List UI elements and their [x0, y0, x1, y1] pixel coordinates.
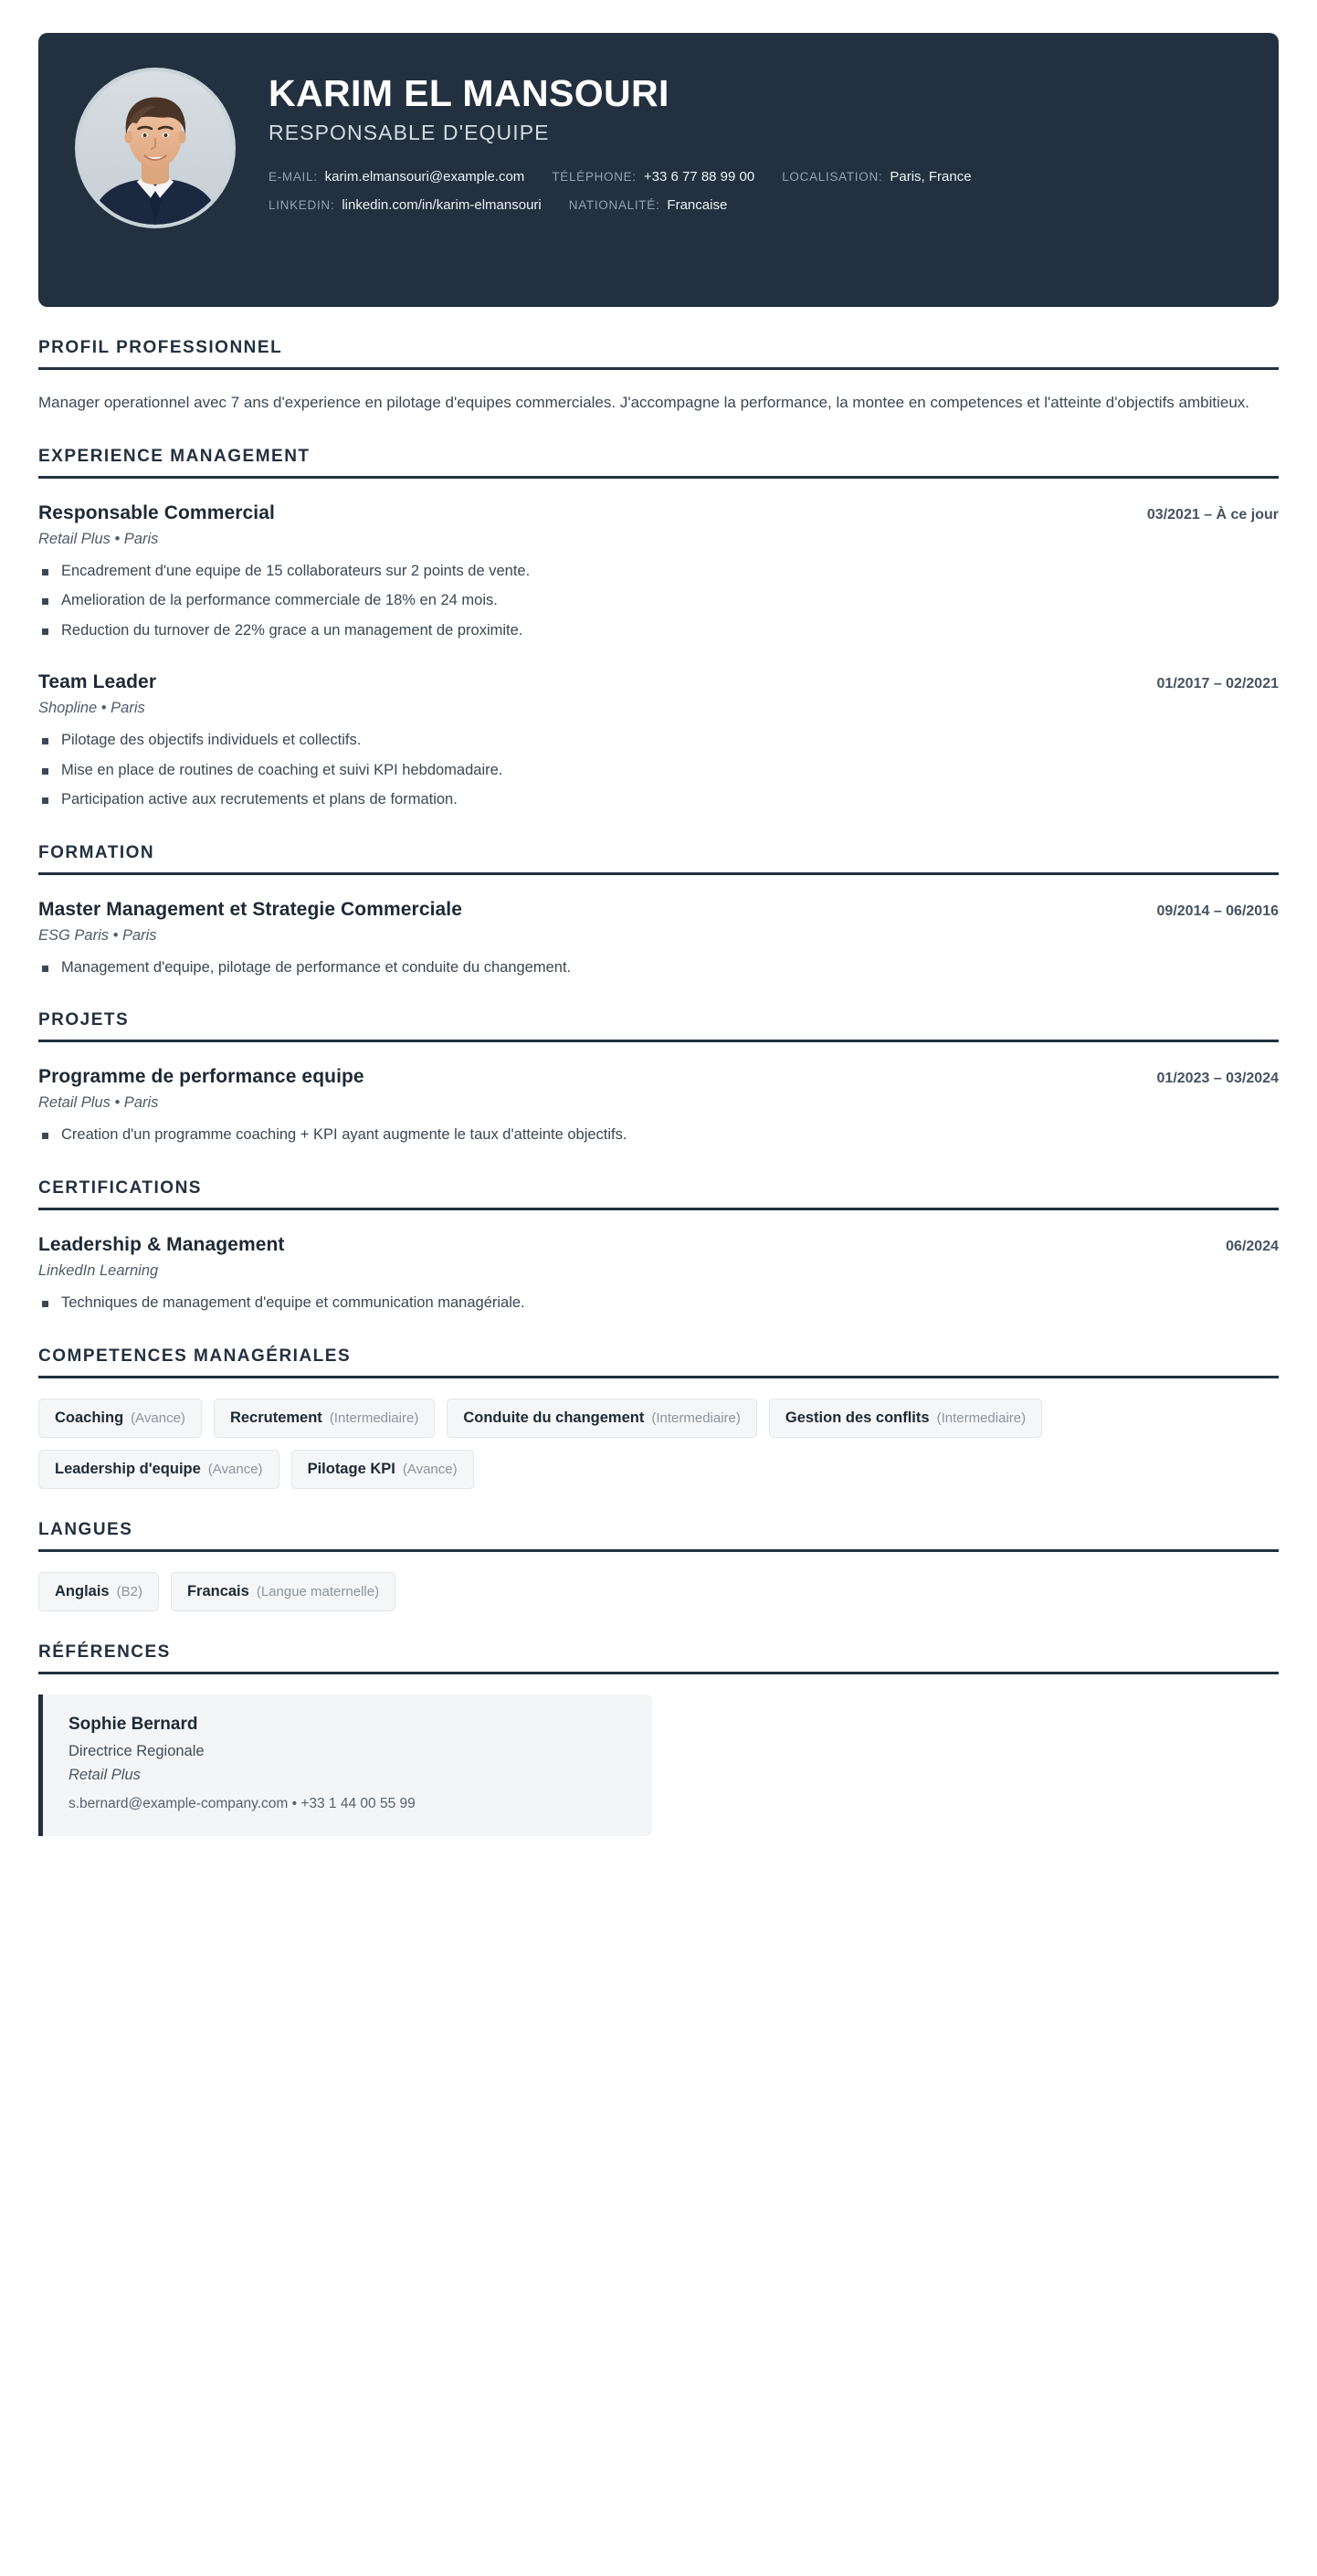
contact-nationality-label: NATIONALITÉ:	[568, 198, 660, 213]
chip-name: Leadership d'equipe	[55, 1460, 201, 1477]
entry-bullets	[38, 729, 1279, 812]
section-title-projets: PROJETS	[38, 1010, 130, 1030]
entry-header	[38, 899, 1279, 921]
competence-chip	[38, 1450, 279, 1489]
contact-email-label: E-MAIL:	[269, 170, 318, 185]
chip-name: Recrutement	[229, 1409, 322, 1426]
chip-level: (Intermediaire)	[329, 1409, 419, 1426]
chip-level: (B2)	[116, 1583, 142, 1599]
bullet-item: Encadrement d'une equipe de 15 collaborateurs sur 2 points de vente.	[38, 560, 1279, 584]
contact-details	[269, 169, 1242, 213]
section-references	[38, 1642, 1279, 1836]
entry-subtitle: Retail Plus • Paris	[38, 530, 159, 547]
competence-chip	[769, 1399, 1042, 1438]
section-experience	[38, 447, 1279, 812]
competences-chip-list	[38, 1399, 1279, 1489]
competence-chip	[214, 1399, 435, 1438]
contact-phone-label: TÉLÉPHONE:	[552, 170, 637, 185]
entry-header	[38, 671, 1279, 693]
chip-level: (Langue maternelle)	[256, 1583, 380, 1599]
chip-level: (Intermediaire)	[936, 1409, 1027, 1426]
section-title-certifications: CERTIFICATIONS	[38, 1178, 202, 1198]
entry-date: 06/2024	[1226, 1239, 1279, 1255]
entry-header	[38, 502, 1279, 524]
experience-entry	[38, 671, 1279, 812]
contact-location	[782, 169, 971, 185]
projet-entry	[38, 1066, 1279, 1147]
section-title-competences: COMPETENCES MANAGÉRIALES	[38, 1346, 352, 1366]
reference-name: Sophie Bernard	[68, 1714, 198, 1734]
bullet-item: Mise en place de routines de coaching et suivi KPI hebdomadaire.	[38, 759, 1279, 783]
chip-name: Gestion des conflits	[785, 1409, 930, 1426]
contact-nationality	[569, 197, 728, 213]
contact-row-1	[269, 169, 1242, 185]
chip-name: Anglais	[55, 1582, 110, 1599]
entry-title: Programme de performance equipe	[38, 1066, 364, 1088]
contact-linkedin-label: LINKEDIN:	[269, 198, 335, 213]
contact-phone	[552, 169, 754, 185]
bullet-item: Techniques de management d'equipe et communication managériale.	[38, 1292, 1279, 1315]
chip-level: (Avance)	[207, 1461, 263, 1477]
profile-summary: Manager operationnel avec 7 ans d'experience en pilotage d'equipes commerciales. J'accompagne la performance, la montee en competences et l'atteinte d'objectifs ambitieux.	[38, 394, 1249, 411]
chip-level: (Avance)	[402, 1461, 458, 1477]
entry-title: Master Management et Strategie Commerciale	[38, 898, 463, 920]
section-rule	[38, 1376, 1279, 1378]
section-formation	[38, 843, 1279, 980]
contact-row-2	[269, 197, 1242, 213]
bullet-item: Amelioration de la performance commerciale de 18% en 24 mois.	[38, 589, 1279, 613]
reference-card	[38, 1694, 652, 1836]
chip-name: Francais	[186, 1582, 249, 1599]
entry-title: Leadership & Management	[38, 1234, 285, 1256]
header-text-block	[269, 64, 1242, 213]
section-rule	[38, 476, 1279, 479]
section-title-langues: LANGUES	[38, 1519, 133, 1539]
contact-email	[269, 169, 524, 185]
entry-bullets	[38, 1124, 1279, 1147]
chip-name: Pilotage KPI	[307, 1460, 395, 1477]
avatar	[75, 68, 236, 228]
entry-date: 09/2014 – 06/2016	[1156, 903, 1279, 919]
section-rule	[38, 1040, 1279, 1042]
langues-chip-list	[38, 1572, 1279, 1611]
formation-entry	[38, 899, 1279, 980]
job-title: RESPONSABLE D'EQUIPE	[269, 121, 550, 145]
chip-name: Coaching	[55, 1409, 124, 1426]
section-projets	[38, 1010, 1279, 1147]
section-title-references: RÉFÉRENCES	[38, 1642, 171, 1662]
section-langues	[38, 1520, 1279, 1611]
contact-linkedin	[269, 197, 542, 213]
contact-nationality-value: Francaise	[667, 197, 728, 214]
entry-bullets	[38, 560, 1279, 643]
competence-chip	[447, 1399, 757, 1438]
section-title-formation: FORMATION	[38, 842, 155, 862]
section-rule	[38, 1672, 1279, 1674]
reference-role: Directrice Regionale	[68, 1742, 205, 1759]
cv-header	[38, 33, 1279, 307]
contact-email-value[interactable]: karim.elmansouri@example.com	[324, 169, 525, 185]
section-rule	[38, 367, 1279, 370]
bullet-item: Participation active aux recrutements et plans de formation.	[38, 788, 1279, 812]
full-name: KARIM EL MANSOURI	[269, 72, 669, 114]
certification-entry	[38, 1234, 1279, 1315]
experience-entry	[38, 502, 1279, 643]
contact-location-label: LOCALISATION:	[782, 170, 883, 185]
bullet-item: Creation d'un programme coaching + KPI ayant augmente le taux d'atteinte objectifs.	[38, 1124, 1279, 1147]
entry-subtitle: Shopline • Paris	[38, 700, 145, 717]
entry-date: 03/2021 – À ce jour	[1146, 506, 1279, 523]
chip-name: Conduite du changement	[463, 1409, 645, 1426]
competence-chip	[38, 1399, 202, 1438]
reference-company: Retail Plus	[68, 1766, 141, 1783]
contact-location-value: Paris, France	[890, 169, 972, 185]
portrait-illustration-icon	[79, 71, 232, 225]
reference-contact[interactable]: s.bernard@example-company.com • +33 1 44 00 55 99	[68, 1795, 416, 1811]
entry-date: 01/2017 – 02/2021	[1156, 676, 1279, 692]
section-competences	[38, 1346, 1279, 1489]
section-rule	[38, 1208, 1279, 1210]
entry-bullets	[38, 956, 1279, 980]
section-title-profile: PROFIL PROFESSIONNEL	[38, 338, 283, 357]
section-profile	[38, 338, 1279, 416]
section-certifications	[38, 1178, 1279, 1315]
entry-header	[38, 1066, 1279, 1088]
entry-subtitle: Retail Plus • Paris	[38, 1094, 159, 1112]
chip-level: (Avance)	[131, 1409, 185, 1426]
entry-header	[38, 1234, 1279, 1256]
entry-bullets	[38, 1292, 1279, 1315]
entry-date: 01/2023 – 03/2024	[1156, 1071, 1279, 1087]
section-title-experience: EXPERIENCE MANAGEMENT	[38, 446, 311, 466]
entry-title: Responsable Commercial	[38, 501, 275, 523]
contact-phone-value[interactable]: +33 6 77 88 99 00	[643, 169, 755, 185]
langue-chip	[171, 1572, 395, 1611]
section-rule	[38, 872, 1279, 875]
entry-title: Team Leader	[38, 671, 157, 693]
contact-linkedin-value[interactable]: linkedin.com/in/karim-elmansouri	[342, 197, 542, 214]
profile-photo	[79, 71, 232, 225]
entry-subtitle: LinkedIn Learning	[38, 1262, 159, 1280]
langue-chip	[38, 1572, 159, 1611]
section-rule	[38, 1549, 1279, 1552]
entry-subtitle: ESG Paris • Paris	[38, 926, 157, 944]
chip-level: (Intermediaire)	[651, 1409, 741, 1426]
competence-chip	[291, 1450, 474, 1489]
bullet-item: Pilotage des objectifs individuels et collectifs.	[38, 729, 1279, 753]
bullet-item: Management d'equipe, pilotage de performance et conduite du changement.	[38, 956, 1279, 980]
bullet-item: Reduction du turnover de 22% grace a un management de proximite.	[38, 619, 1279, 643]
